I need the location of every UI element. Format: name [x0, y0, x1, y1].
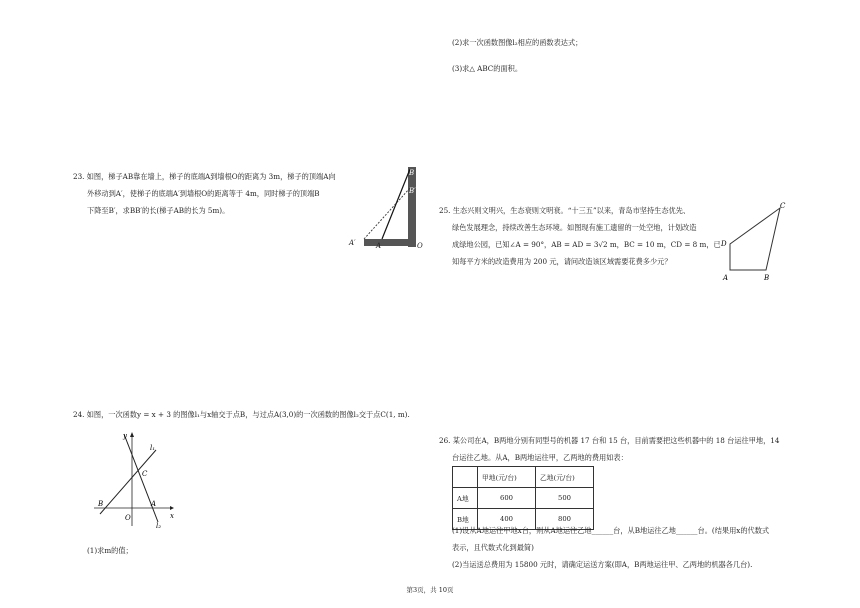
table-cell: 600	[478, 488, 536, 509]
table-header-row	[453, 467, 594, 488]
label-l2: l₂	[156, 522, 162, 530]
quadrilateral-abcd	[730, 208, 780, 270]
table-cell: 400	[478, 509, 536, 530]
q23-line-2: 外移动到A′，使梯子的底端A′到墙根O的距离等于 4m，同时梯子的顶端B	[87, 189, 320, 198]
line-l1	[100, 450, 156, 514]
x-axis-arrow	[170, 506, 174, 510]
y-axis-arrow	[130, 432, 134, 437]
cost-table	[452, 466, 594, 530]
q22-part3: (3)求△ ABC的面积。	[452, 64, 523, 73]
table-cell: A地	[453, 488, 478, 509]
label-a-prime: A′	[349, 239, 356, 247]
label-c: C	[780, 202, 786, 210]
table-cell: 800	[536, 509, 594, 530]
label-l1: l₁	[150, 444, 156, 452]
wall	[408, 167, 416, 247]
label-c: C	[142, 470, 148, 478]
q26-after-line-1: (1)设从A地运往甲地x台，则从A地运往乙地______台，从B地运往乙地______台。(结果用x的代数式	[452, 526, 770, 535]
table-header-cell	[453, 467, 478, 488]
label-o: O	[125, 514, 131, 522]
label-x: x	[170, 512, 174, 520]
label-b: B	[409, 169, 415, 177]
q24-line-1: 24. 如图，一次函数y = x + 3 的图像l₁与x轴交于点B，与过点A(3,0)的一次函数的图像l₂交于点C(1, m).	[73, 410, 410, 419]
table-cell: B地	[453, 509, 478, 530]
label-b: B	[764, 274, 770, 282]
q23-line-3: 下降至B′，求BB′的长(梯子AB的长为 5m)。	[87, 206, 230, 215]
label-b-prime: B′	[409, 187, 416, 195]
ground	[364, 239, 416, 246]
q26-line-1: 26. 某公司在A，B两地分别有同型号的机器 17 台和 15 台，目前需要把这些机器中的 18 台运往甲地，14	[439, 436, 780, 445]
q26-after-line-2: 表示，且代数式化到最简)	[452, 543, 534, 552]
label-b: B	[98, 500, 104, 508]
q25-line-3: 成绿地公园，已知∠A = 90°，AB = AD = 3√2 m，BC = 10 m，CD = 8 m，已	[452, 240, 721, 249]
q22-part2: (2)求一次函数图像l₂相应的函数表达式；	[452, 38, 583, 47]
q26-line-2: 台运往乙地。从A，B两地运往甲，乙两地的费用如表：	[452, 453, 628, 462]
label-a: A	[723, 274, 729, 282]
label-o: O	[417, 242, 423, 250]
label-a: A	[151, 500, 157, 508]
label-a: A	[376, 242, 382, 250]
q24-part1: (1)求m的值；	[87, 546, 133, 555]
q23-line-1: 23. 如图，梯子AB靠在墙上，梯子的底端A到墙根O的距离为 3m，梯子的顶端A向	[73, 172, 336, 181]
page-footer: 第3页，共 10页	[406, 586, 454, 594]
q25-line-2: 绿色发展理念，持续改善生态环境。如图现有施工遗留的一处空地，计划改造	[452, 223, 697, 232]
table-cell: 500	[536, 488, 594, 509]
table-row	[453, 488, 594, 509]
ladder-a2b2	[364, 188, 410, 239]
quadrilateral-figure	[718, 198, 794, 284]
table-header-cell: 乙地(元/台)	[536, 467, 594, 488]
label-d: D	[721, 240, 727, 248]
label-y: y	[123, 432, 127, 440]
ladder-figure	[344, 160, 424, 252]
table-header-cell: 甲地(元/台)	[478, 467, 536, 488]
graph-figure	[90, 428, 180, 532]
q25-line-4: 知每平方米的改造费用为 200 元，请问改造该区域需要花费多少元？	[452, 257, 672, 266]
q25-line-1: 25. 生态兴则文明兴，生态衰则文明衰。“十三五”以来，青岛市坚持生态优先、	[439, 206, 691, 215]
q26-after-line-3: (2)当运送总费用为 15800 元时，请确定运送方案(即A，B两地运往甲、乙两地的机器各几台).	[452, 560, 753, 569]
